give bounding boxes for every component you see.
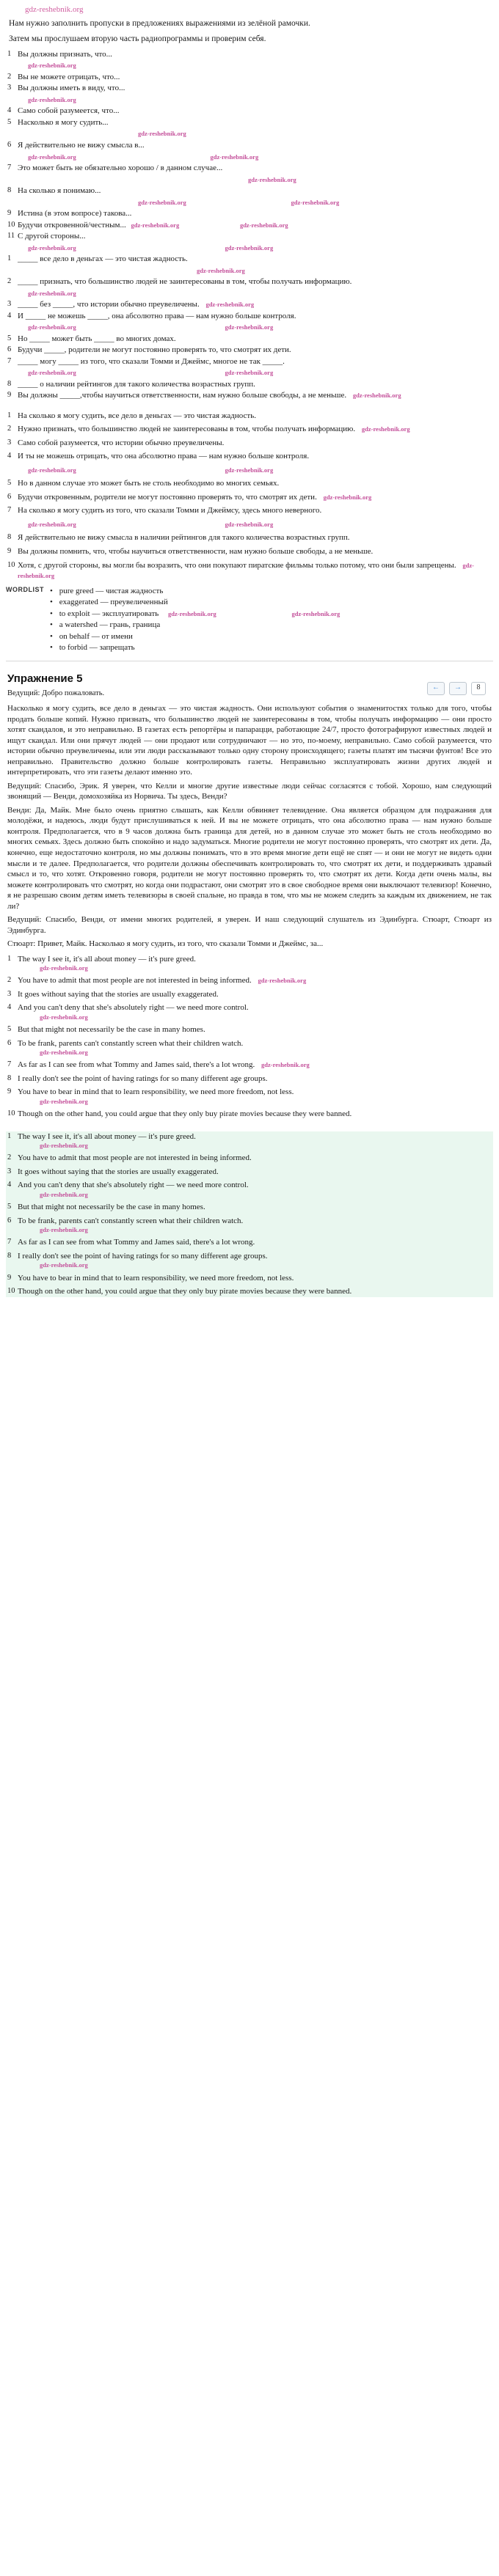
item-text: And you can't deny that she's absolutely right — we need more control. — [18, 1181, 249, 1190]
item-number: 9 — [7, 391, 12, 400]
transcript — [6, 703, 493, 949]
item-number: 6 — [7, 345, 12, 354]
list-item — [6, 451, 493, 462]
list-item — [6, 1131, 493, 1151]
item-number: 7 — [7, 356, 12, 365]
watermark: gdz-reshebnik.org — [352, 392, 401, 400]
list-item — [6, 492, 493, 503]
list-item — [6, 299, 493, 310]
list-item — [6, 989, 493, 1000]
item-number: 4 — [7, 1181, 12, 1189]
item-number: 9 — [7, 1087, 12, 1096]
item-text: _____ без _____, что истории обычно преувеличены. — [18, 300, 200, 309]
item-text: But that might not necessarily be the case in many homes. — [18, 1203, 205, 1212]
watermark-row — [6, 95, 493, 106]
item-number: 7 — [7, 1238, 12, 1247]
item-text: Истина (в этом вопросе) такова... — [18, 209, 132, 219]
item-number: 2 — [7, 425, 12, 433]
watermark: gdz-reshebnik.org — [28, 243, 76, 252]
list-item — [6, 1087, 493, 1106]
list-item — [6, 276, 493, 287]
list-item — [6, 424, 493, 435]
intro-line-1: Нам нужно заполнить пропуски в предложениях выражениями из зелёной рамочки. — [9, 18, 310, 28]
list-item — [6, 1038, 493, 1057]
watermark: gdz-reshebnik.org — [138, 130, 186, 138]
item-number: 9 — [7, 547, 12, 555]
list-item — [50, 609, 493, 620]
bullet-icon: • — [50, 598, 53, 607]
list-item — [6, 478, 493, 489]
list-item — [6, 560, 493, 581]
watermark: gdz-reshebnik.org — [323, 493, 372, 501]
item-number: 7 — [7, 164, 12, 172]
list-item — [6, 1216, 493, 1235]
item-text: С другой стороны... — [18, 232, 86, 241]
paragraph: Ведущий: Спасибо, Венди, от имени многих родителей, я уверен. И наш следующий слушатель из Эдинбурга. Стюарт, Стюарт из Эдинбурга. — [7, 915, 492, 935]
watermark-row — [6, 519, 493, 530]
watermark: gdz-reshebnik.org — [28, 369, 76, 377]
item-text: Я действительно не вижу смысла в... — [18, 140, 145, 150]
item-number: 9 — [7, 1273, 12, 1282]
list-item — [6, 1002, 493, 1021]
item-number: 3 — [7, 300, 12, 309]
bullet-icon: • — [50, 643, 53, 653]
list-item — [6, 1202, 493, 1213]
item-number: 5 — [7, 334, 12, 342]
item-number: 1 — [7, 49, 12, 58]
item-text: Я действительно не вижу смысла в наличии рейтингов для такого количества возрастных групп. — [18, 533, 350, 543]
watermark: gdz-reshebnik.org — [138, 198, 186, 206]
watermark-row — [6, 152, 493, 163]
intro-line-2: Затем мы прослушаем вторую часть радиопрограммы и проверим себя. — [9, 34, 266, 43]
item-text: На сколько я могу судить, все дело в деньгах — это чистая жадность. — [18, 411, 257, 420]
item-text: exaggerated — преувеличенный — [59, 598, 168, 607]
list-item — [6, 356, 493, 367]
watermark: gdz-reshebnik.org — [28, 520, 76, 528]
list-item — [6, 49, 493, 60]
list-item — [6, 1167, 493, 1178]
item-text: It goes without saying that the stories are usually exaggerated. — [18, 1167, 219, 1176]
list-item — [6, 345, 493, 356]
watermark: gdz-reshebnik.org — [261, 1061, 310, 1069]
item-number: 4 — [7, 311, 12, 320]
watermark: gdz-reshebnik.org — [291, 198, 340, 206]
item-number: 8 — [7, 1251, 12, 1260]
item-number: 4 — [7, 1003, 12, 1012]
list-item — [6, 311, 493, 322]
paragraph: Стюарт: Привет, Майк. Насколько я могу судить, из того, что сказали Томми и Джеймс, за... — [7, 939, 324, 949]
item-text: Though on the other hand, you could argue that they only buy pirate movies because they were banned. — [18, 1109, 352, 1119]
page-number[interactable]: 8 — [471, 682, 486, 695]
answers-ru-list — [6, 411, 493, 581]
item-text: You have to bear in mind that to learn responsibility, we need more freedom, not less. — [18, 1087, 294, 1097]
item-text: Though on the other hand, you could argue that they only buy pirate movies because they were banned. — [18, 1287, 352, 1296]
item-number: 5 — [7, 1025, 12, 1034]
list-item — [6, 83, 493, 94]
list-item — [6, 254, 493, 265]
item-text: Нужно признать, что большинство людей не заинтересованы в том, чтобы получать информацию. — [18, 425, 356, 434]
item-text: to exploit — эксплуатировать — [59, 609, 159, 618]
item-number: 1 — [7, 1131, 12, 1140]
item-text: _____ могу _____ из того, что сказали Томми и Джеймс, многое не так _____. — [18, 356, 285, 366]
item-text: Хотя, с другой стороны, вы могли бы возразить, что они покупают пиратские фильмы только потому, что они были запрещены. — [18, 560, 456, 570]
item-text: Само собой разумеется, что истории обычно преувеличены. — [18, 438, 225, 447]
item-number: 4 — [7, 106, 12, 115]
watermark-row — [6, 465, 493, 476]
watermark: gdz-reshebnik.org — [291, 609, 340, 617]
item-text: As far as I can see from what Tommy and James said, there's a lot wrong. — [18, 1238, 255, 1247]
watermark-row — [6, 322, 493, 333]
item-number: 2 — [7, 277, 12, 286]
item-text: Вы должны иметь в виду, что... — [18, 84, 125, 93]
item-number: 3 — [7, 438, 12, 447]
item-text: pure greed — чистая жадность — [59, 586, 164, 595]
item-number: 9 — [7, 209, 12, 218]
list-item — [6, 1237, 493, 1248]
item-number: 4 — [7, 452, 12, 460]
item-number: 11 — [7, 232, 15, 241]
next-page-button[interactable]: → — [449, 682, 467, 695]
item-number: 8 — [7, 1074, 12, 1082]
item-text: Насколько я могу судить... — [18, 117, 109, 127]
list-item — [6, 208, 493, 219]
item-number: 1 — [7, 254, 12, 263]
item-text: You have to admit that most people are not interested in being informed. — [18, 1153, 252, 1163]
list-item — [6, 1153, 493, 1164]
item-number: 5 — [7, 1203, 12, 1211]
item-text: As far as I can see from what Tommy and James said, there's a lot wrong. — [18, 1060, 255, 1070]
watermark: gdz-reshebnik.org — [40, 964, 88, 972]
watermark: gdz-reshebnik.org — [40, 1142, 88, 1150]
item-number: 1 — [7, 411, 12, 419]
list-item — [6, 438, 493, 449]
watermark: gdz-reshebnik.org — [40, 1097, 88, 1105]
list-item — [6, 379, 493, 390]
item-text: To be frank, parents can't constantly screen what their children watch. — [18, 1216, 244, 1225]
item-number: 3 — [7, 989, 12, 998]
watermark-row — [6, 367, 493, 378]
list-item — [6, 106, 493, 117]
item-text: Будучи откровенным, родители не могут постоянно проверять то, что смотрят их дети. — [18, 492, 317, 502]
list-item — [6, 975, 493, 986]
wordlist-label: WORDLIST — [6, 585, 44, 593]
list-item — [6, 411, 493, 422]
item-text: But that might not necessarily be the case in many homes. — [18, 1025, 205, 1035]
list-item — [6, 220, 493, 231]
list-item — [6, 1109, 493, 1120]
watermark: gdz-reshebnik.org — [28, 466, 76, 474]
watermark-row — [6, 60, 493, 71]
item-number: 10 — [7, 560, 15, 569]
item-text: Вы должны признать, что... — [18, 49, 112, 59]
list-item — [6, 1251, 493, 1270]
list-item — [6, 334, 493, 345]
item-text: a watershed — грань, граница — [59, 620, 161, 630]
item-text: I really don't see the point of having ratings for so many different age groups. — [18, 1074, 268, 1083]
item-text: На сколько я понимаю... — [18, 186, 101, 196]
item-text: The way I see it, it's all about money — it's pure greed. — [18, 1131, 196, 1141]
item-text: И _____ не можешь _____, она абсолютно права — нам нужно больше контроля. — [18, 311, 296, 320]
speaker-byline: Ведущий: Добро пожаловать. — [7, 689, 105, 698]
answers-en-highlighted-list — [6, 1131, 493, 1297]
item-number: 10 — [7, 1109, 15, 1118]
item-text: _____ признать, что большинство людей не заинтересованы в том, чтобы получать информацию. — [18, 277, 352, 287]
item-text: And you can't deny that she's absolutely right — we need more control. — [18, 1003, 249, 1013]
list-item — [6, 1180, 493, 1199]
item-number: 6 — [7, 1038, 12, 1047]
item-text: Будучи _____, родители не могут постоянно проверять то, что смотрят их дети. — [18, 345, 291, 355]
item-text: I really don't see the point of having ratings for so many different age groups. — [18, 1251, 268, 1261]
item-text: Это может быть не обязательно хорошо / в данном случае... — [18, 164, 223, 173]
watermark-row — [6, 128, 493, 139]
list-item — [6, 505, 493, 516]
watermark: gdz-reshebnik.org — [225, 369, 274, 377]
watermark: gdz-reshebnik.org — [225, 466, 274, 474]
watermark-row — [6, 265, 493, 276]
list-item — [6, 163, 493, 174]
watermark: gdz-reshebnik.org — [40, 1190, 88, 1198]
item-number: 6 — [7, 140, 12, 149]
list-item — [6, 231, 493, 242]
item-text: Вы не можете отрицать, что... — [18, 72, 120, 81]
item-number: 3 — [7, 1167, 12, 1175]
watermark: gdz-reshebnik.org — [28, 153, 76, 161]
item-number: 8 — [7, 186, 12, 195]
item-number: 2 — [7, 1153, 12, 1162]
item-text: Но в данном случае это может быть не столь необходимо во многих семьях. — [18, 479, 280, 488]
watermark: gdz-reshebnik.org — [210, 153, 259, 161]
item-number: 10 — [7, 220, 15, 229]
list-item — [6, 117, 493, 128]
watermark: gdz-reshebnik.org — [239, 221, 288, 229]
watermark: gdz-reshebnik.org — [197, 266, 245, 274]
item-number: 1 — [7, 954, 12, 963]
list-item — [6, 954, 493, 973]
item-text: Вы должны _____,чтобы научиться ответственности, нам нужно больше свободы, а не меньше. — [18, 391, 347, 400]
bullet-icon: • — [50, 631, 53, 641]
watermark: gdz-reshebnik.org — [225, 520, 274, 528]
list-item — [50, 631, 493, 642]
list-item — [50, 597, 493, 608]
list-item — [6, 72, 493, 83]
item-text: You have to admit that most people are not interested in being informed. — [18, 976, 252, 986]
item-text: На сколько я могу судить из того, что сказали Томми и Джеймсу, здесь много неверного. — [18, 506, 322, 515]
watermark-row — [6, 197, 493, 208]
list-item — [6, 532, 493, 543]
list-item — [6, 1024, 493, 1035]
page-title: Упражнение 5 — [7, 672, 83, 685]
list-item — [6, 1074, 493, 1085]
item-text: You have to bear in mind that to learn responsibility, we need more freedom, not less. — [18, 1273, 294, 1283]
watermark: gdz-reshebnik.org — [40, 1226, 88, 1234]
list-item — [50, 586, 493, 597]
item-text: on behalf — от имени — [59, 631, 133, 641]
paragraph: Ведущий: Спасибо, Эрик. Я уверен, что Келли и многие другие известные люди сейчас согласятся с тобой. Хорошо, нам следующий звонящий — Венди, домохозяйка из Норвича. Ты здесь, Венди? — [7, 781, 492, 801]
item-text: Вы должны помнить, что, чтобы научиться ответственности, нам нужно больше свободы, а не меньше. — [18, 547, 374, 556]
list-item — [6, 186, 493, 197]
list-item — [6, 1273, 493, 1284]
paragraph: Насколько я могу судить, все дело в деньгах — это чистая жадность. Они используют события о знаменитостях только для того, чтобы продать больше копий. Нужно признать, что большинство людей не заинтересованы в том, чтобы получать информацию — они просто хотят скандалов, и это неправильно. В газетах есть репортёры и папарацци, работающие 24/7, просто фотографируют известных людей и ищут скандал. Или они прячут людей — они продают или сотрудничают — но это, по-моему, неправильно. Само собой разумеется, что истории обычно преувеличены, или эти люди рассказывают только одну сторону происходящего; газеты платят им тысячи фунтов! Все это неправильно. Правительство должно больше контролировать газеты. Неправильно эксплуатировать жизни других людей и интерпретировать, что эти газеты делают именно это. — [7, 704, 492, 777]
watermark: gdz-reshebnik.org — [361, 425, 410, 433]
bullet-icon: • — [50, 609, 53, 618]
item-number: 8 — [7, 379, 12, 388]
watermark: gdz-reshebnik.org — [40, 1261, 88, 1269]
watermark: gdz-reshebnik.org — [225, 243, 274, 252]
item-number: 7 — [7, 506, 12, 515]
item-number: 6 — [7, 492, 12, 501]
pager[interactable] — [398, 682, 486, 695]
item-number: 5 — [7, 479, 12, 488]
bullet-icon: • — [50, 586, 53, 595]
watermark: gdz-reshebnik.org — [40, 1049, 88, 1057]
watermark: gdz-reshebnik.org — [248, 175, 296, 183]
list-item — [50, 620, 493, 631]
watermark: gdz-reshebnik.org — [225, 323, 274, 331]
item-number: 7 — [7, 1060, 12, 1069]
item-text: To be frank, parents can't constantly screen what their children watch. — [18, 1038, 244, 1048]
wordlist-items — [50, 586, 493, 653]
list-item — [6, 546, 493, 557]
item-text: It goes without saying that the stories are usually exaggerated. — [18, 989, 219, 999]
answers-en-list — [6, 954, 493, 1120]
list-item — [6, 1060, 493, 1071]
watermark: gdz-reshebnik.org — [28, 62, 76, 70]
item-text: Но _____ может быть _____ во многих домах. — [18, 334, 176, 343]
list-item — [6, 390, 493, 401]
item-text: _____ все дело в деньгах — это чистая жадность. — [18, 254, 188, 264]
list-item — [50, 642, 493, 653]
item-number: 5 — [7, 117, 12, 126]
watermark: gdz-reshebnik.org — [28, 289, 76, 297]
item-number: 6 — [7, 1216, 12, 1225]
watermark-top: gdz-reshebnik.org — [25, 5, 84, 14]
item-text: to forbid — запрещать — [59, 643, 135, 653]
paragraph: Венди: Да, Майк. Мне было очень приятно слышать, как Келли обвиняет телевидение. Она является образцом для подражания для молодёжи, и надеюсь, люди будут прислушиваться к ней. И вы не можете отрицать, что она абсолютно права — нам нужно больше контроля. Предполагается, что в 9 часов должна быть граница для детей, но в данном случае это может быть не столь необходимо во многих семьях. Здесь должно быть спокойно и надо задуматься. Многие родители не могут постоянно проверять, что смотрят их дети. Да, конечно, еще недостаточно контроля, но мы должны понимать, что в это время многие дети ещё не спят — и они не могут не видеть одни мысли и те далее. Предполагается, что родители должны обеспечивать контролировать то, что смотрят их дети, и поддерживать здравый смысл и то, что хотят. Откровенно говоря, родители не могут постоянно проверять то, что смотрят их дети. Когда дети очень малы, вы можете контролировать что смотрят, но когда они подрастают, они смотрят это в свое свободное время они выключают телевизор! Конечно, я не разрешаю своим детям иметь телевизоры в своей спальне, но правда в том, что мы не можем следить за каждым их движением, не так ли? — [7, 805, 492, 911]
item-text: _____ о наличии рейтингов для такого количества возрастных групп. — [18, 379, 255, 389]
item-number: 2 — [7, 976, 12, 985]
item-number: 2 — [7, 72, 12, 81]
item-text: The way I see it, it's all about money — it's pure greed. — [18, 954, 196, 964]
watermark: gdz-reshebnik.org — [18, 561, 475, 580]
item-text: Будучи откровенной/честным... — [18, 220, 126, 230]
watermark: gdz-reshebnik.org — [40, 1013, 88, 1021]
questions-list — [6, 49, 493, 401]
watermark: gdz-reshebnik.org — [205, 301, 255, 309]
wordlist-section — [6, 586, 493, 653]
list-item — [6, 140, 493, 151]
list-item — [6, 1286, 493, 1297]
item-number: 8 — [7, 533, 12, 542]
item-number: 10 — [7, 1287, 15, 1296]
prev-page-button[interactable]: ← — [427, 682, 445, 695]
bullet-icon: • — [50, 620, 53, 630]
watermark: gdz-reshebnik.org — [258, 977, 307, 985]
watermark: gdz-reshebnik.org — [131, 221, 180, 229]
watermark: gdz-reshebnik.org — [28, 95, 76, 103]
watermark-row — [6, 243, 493, 254]
item-text: И ты не можешь отрицать, что она абсолютно права — нам нужно больше контроля. — [18, 452, 310, 461]
watermark: gdz-reshebnik.org — [168, 609, 216, 617]
item-text: Само собой разумеется, что... — [18, 106, 120, 116]
watermark-row — [6, 288, 493, 299]
item-number: 3 — [7, 84, 12, 92]
watermark-row — [6, 175, 493, 186]
watermark: gdz-reshebnik.org — [28, 323, 76, 331]
